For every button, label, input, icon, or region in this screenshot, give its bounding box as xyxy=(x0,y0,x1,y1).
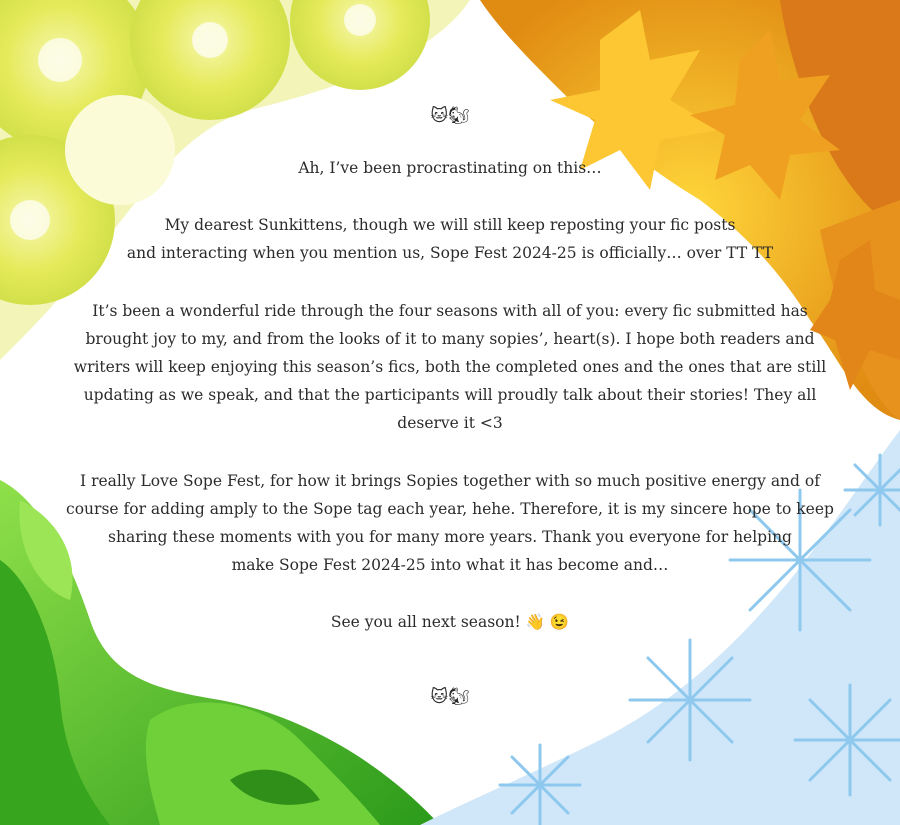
message-line: See you all next season! 👋 😉 xyxy=(330,613,570,631)
message-line: I really Love Sope Fest, for how it brings Sopies together with so much positive energy and of xyxy=(80,472,820,490)
message-line: My dearest Sunkittens, though we will still keep reposting your fic posts xyxy=(164,216,736,234)
message-line: brought joy to my, and from the looks of it to many sopies’, heart(s). I hope both readers and xyxy=(85,330,815,348)
footer-emoji: 🐱🐿 xyxy=(430,687,470,707)
message-line: make Sope Fest 2024-25 into what it has become and… xyxy=(231,556,669,574)
message-line: deserve it <3 xyxy=(397,414,503,432)
message-line: It’s been a wonderful ride through the four seasons with all of you: every fic submitted has xyxy=(92,302,808,320)
message-line: course for adding amply to the Sope tag each year, hehe. Therefore, it is my sincere hope to keep xyxy=(66,500,834,518)
message-line: and interacting when you mention us, Sope Fest 2024-25 is officially… over TT TT xyxy=(126,244,774,262)
message-line: sharing these moments with you for many more years. Thank you everyone for helping xyxy=(108,528,792,546)
message-line: writers will keep enjoying this season’s fics, both the completed ones and the ones that are still xyxy=(73,358,827,376)
header-emoji: 🐱🐿 xyxy=(430,106,470,126)
message-line: updating as we speak, and that the participants will proudly talk about their stories! They all xyxy=(83,386,817,404)
message-line: Ah, I’ve been procrastinating on this… xyxy=(298,159,602,177)
